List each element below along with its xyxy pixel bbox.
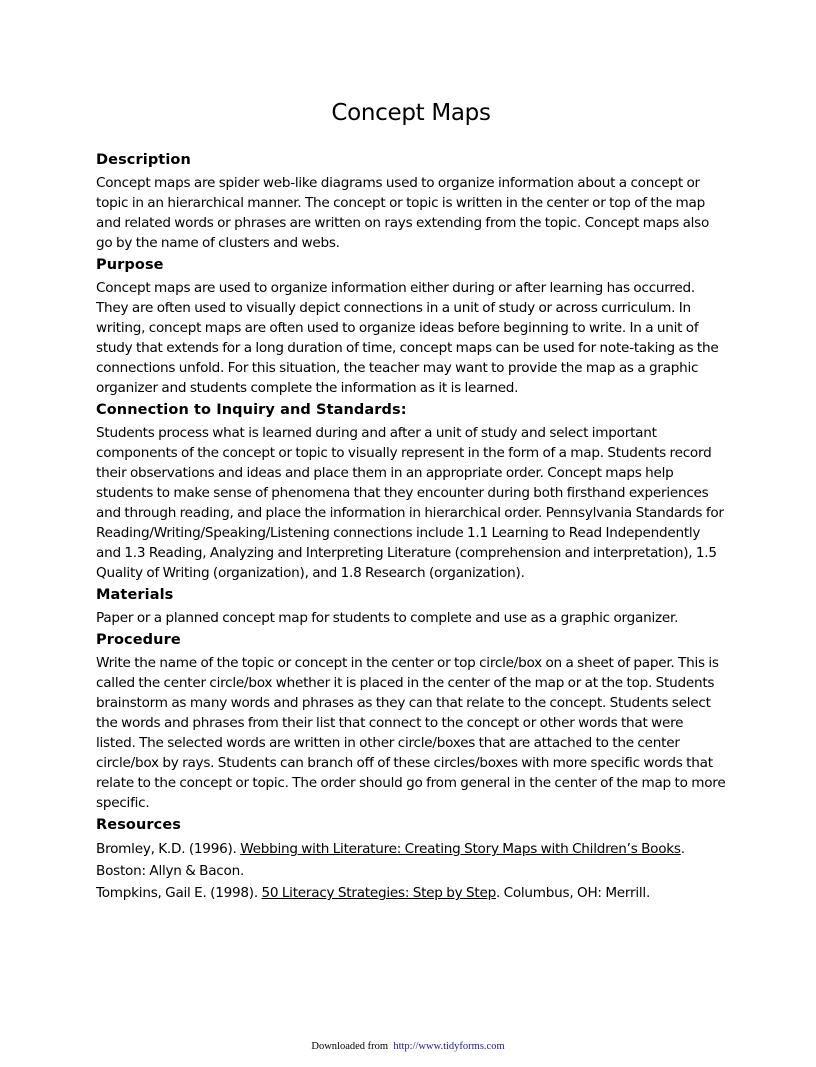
materials-text: Paper or a planned concept map for students to complete and use as a graphic organizer. <box>96 610 679 626</box>
description-text: Concept maps are spider web-like diagrams used to organize information about a concept or topic in an hierarchical manner. The concept or topic is written in the center or top of the map and related words or phrases are written on rays extending from the topic. Concept maps also go by the name of clusters and webs. <box>96 175 710 251</box>
description-heading: Description <box>96 152 191 168</box>
resources-heading: Resources <box>96 817 182 833</box>
page-footer <box>0 1041 816 1052</box>
reference-book-title: 50 Literacy Strategies: Step by Step <box>261 885 496 901</box>
reference-item <box>96 882 726 904</box>
reference-author: Tompkins, Gail E. (1998). <box>96 885 262 901</box>
reference-item <box>96 838 726 882</box>
procedure-text: Write the name of the topic or concept in the center or top circle/box on a sheet of paper. This is called the center circle/box whether it is placed in the center of the map or at the top. Students brainstorm as many words and phrases as they can that relate to the concept. Students select the words and phrases from their list that connect to the concept or other words that were listed. The selected words are written in other circle/boxes that are attached to the center circle/box by rays. Students can branch off of these circles/boxes with more specific words that relate to the concept or topic. The order should go from general in the center of the map to more specific. <box>96 655 726 811</box>
document-page <box>96 98 726 904</box>
procedure-heading: Procedure <box>96 632 181 648</box>
page-title: Concept Maps <box>331 100 491 126</box>
reference-publisher: . Boston: Allyn & Bacon. <box>96 841 685 879</box>
reference-publisher: . Columbus, OH: Merrill. <box>495 885 651 901</box>
materials-heading: Materials <box>96 587 174 603</box>
connection-text: Students process what is learned during and after a unit of study and select important components of the concept or topic to visually represent in the form of a map. Students record their observations and ideas and place them in an appropriate order. Concept maps help students to make sense of phenomena that they encounter during both firsthand experiences and through reading, and place the information in hierarchical order. Pennsylvania Standards for Reading/Writing/Speaking/Listening connections include 1.1 Learning to Read Independently and 1.3 Reading, Analyzing and Interpreting Literature (comprehension and interpretation), 1.5 Quality of Writing (organization), and 1.8 Research (organization). <box>96 425 724 581</box>
purpose-text: Concept maps are used to organize information either during or after learning has occurred. They are often used to visually depict connections in a unit of study or across curriculum. In writing, concept maps are often used to organize ideas before beginning to write. In a unit of study that extends for a long duration of time, concept maps can be used for note-taking as the connections unfold. For this situation, the teacher may want to provide the map as a graphic organizer and students complete the information as it is learned. <box>96 280 719 396</box>
connection-heading: Connection to Inquiry and Standards: <box>96 402 407 418</box>
reference-book-title: Webbing with Literature: Creating Story Maps with Children’s Books <box>240 841 681 857</box>
purpose-heading: Purpose <box>96 257 164 273</box>
reference-author: Bromley, K.D. (1996). <box>96 841 241 857</box>
footer-label: Downloaded from <box>311 1041 389 1052</box>
footer-link[interactable]: http://www.tidyforms.com <box>393 1041 505 1052</box>
